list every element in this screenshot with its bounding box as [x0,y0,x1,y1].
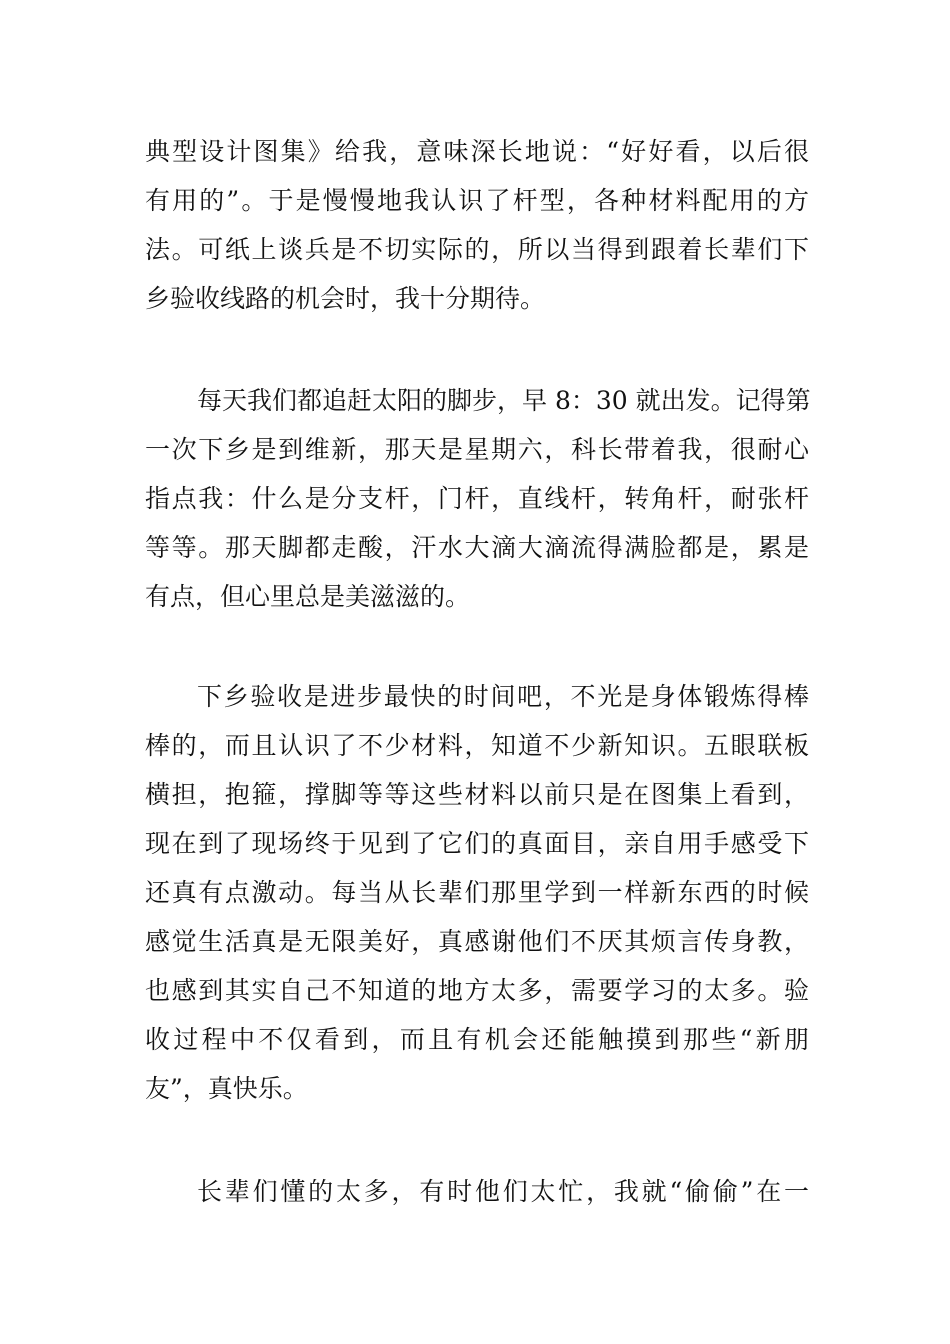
paragraph-line: 法。可纸上谈兵是不切实际的，所以当得到跟着长辈们下 [145,235,809,264]
paragraph-line: 有用的”。于是慢慢地我认识了杆型，各种材料配用的方 [145,186,809,215]
paragraph-2 [145,376,809,621]
paragraph-4 [145,1167,809,1216]
paragraph-line: 也感到其实自己不知道的地方太多，需要学习的太多。验 [145,976,809,1005]
paragraph-3 [145,672,809,1113]
paragraph-line: 有点，但心里总是美滋滋的。 [145,582,471,611]
paragraph-line: 友”，真快乐。 [145,1074,308,1103]
paragraph-line: 感觉生活真是无限美好，真感谢他们不厌其烦言传身教， [145,927,809,956]
paragraph-line: 长辈们懂的太多，有时他们太忙，我就“偷偷”在一 [197,1177,809,1206]
paragraph-line: 典型设计图集》给我，意味深长地说：“好好看，以后很 [145,137,809,166]
paragraph-line: 还真有点激动。每当从长辈们那里学到一样新东西的时候 [145,878,809,907]
paragraph-line: 每天我们都追赶太阳的脚步，早 8：30 就出发。记得第 [197,386,811,415]
paragraph-line: 等等。那天脚都走酸，汗水大滴大滴流得满脸都是，累是 [145,533,809,562]
paragraph-line: 现在到了现场终于见到了它们的真面目，亲自用手感受下 [145,829,809,858]
paragraph-line: 乡验收线路的机会时，我十分期待。 [145,284,546,313]
paragraph-line: 棒的，而且认识了不少材料，知道不少新知识。五眼联板 [145,731,809,760]
paragraph-line: 一次下乡是到维新，那天是星期六，科长带着我，很耐心 [145,435,809,464]
paragraph-line: 横担，抱箍，撑脚等等这些材料以前只是在图集上看到， [145,780,809,809]
paragraph-line: 下乡验收是进步最快的时间吧，不光是身体锻炼得棒 [197,682,809,711]
paragraph-1 [145,127,809,323]
paragraph-line: 指点我：什么是分支杆，门杆，直线杆，转角杆，耐张杆 [145,484,809,513]
paragraph-line: 收过程中不仅看到，而且有机会还能触摸到那些“新朋 [145,1025,809,1054]
